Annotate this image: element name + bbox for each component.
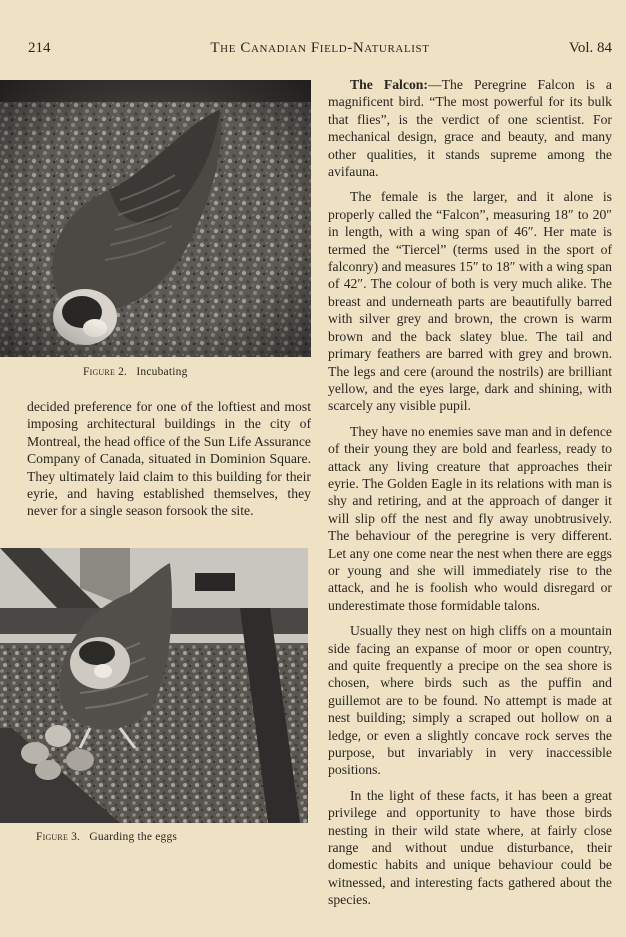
figure-3-photo (0, 548, 308, 823)
running-header (28, 40, 612, 62)
figure-2-caption-text: Incubating (136, 366, 188, 378)
falcon-paragraph-2: The female is the larger, and it alone is properly called the “Falcon”, measuring 18″ to 20″ in length, with a wing span of 46″. Her mate is termed the “Tiercel” (terms used in the sport of falconry) and measures 15″ to 18″ with a wing span of 42″. The colour of both is very much alike. The breast and underneath parts are beautifully barred with silver grey and brown, the crown is warm brown and the back slatey blue. The tail and primary feathers are barred with grey and brown. The legs and cere (around the nostrils) are brilliant yellow, and the eyes large, dark and shining, with scarcely any visible pupil. (328, 189, 612, 414)
falcon-paragraph-1 (328, 76, 612, 180)
left-paragraph: decided preference for one of the loftiest and most imposing architectural buildings in the city of Montreal, the head office of the Sun Life Assurance Company of Canada, situated in Dominion Square. They ultimately laid claim to this building for their eyrie, and having established themselves, they never for a single season forsook the site. (27, 399, 311, 519)
journal-title: The Canadian Field-Naturalist (210, 40, 430, 56)
falcon-paragraph-4: Usually they nest on high cliffs on a mountain side facing an expanse of moor or open country, and quite frequently a precipe on the sea shore is chosen, where birds such as the puffin and guillemot are to be found. No attempt is made at nest building; simply a scraped out hollow on a ledge, or even a slightly concave rock serves the purpose, but invariably in very inaccessible positions. (328, 623, 612, 778)
figure-3-caption-text: Guarding the eggs (89, 831, 178, 843)
falcon-paragraph-5: In the light of these facts, it has been a great privilege and opportunity to have those birds nesting in their wild state where, at fairly close range and without undue disturbance, their domestic habits and unique behaviour could be witnessed, and interesting facts gathered about the species. (328, 787, 612, 908)
falcon-paragraph-1-body: —The Peregrine Falcon is a magnificent bird. “The most powerful for its bulk that flies”, is the verdict of one scientist. For mechanical design, grace and beauty, and many other qualities, it stands supreme among the avifauna. (328, 77, 613, 180)
section-heading-falcon: The Falcon: (350, 77, 428, 92)
left-column-text (27, 398, 311, 528)
figure-3-label: Figure 3. (36, 831, 81, 843)
figure-2-label: Figure 2. (83, 366, 128, 378)
page-number: 214 (28, 40, 51, 56)
volume-number: Vol. 84 (568, 40, 612, 56)
falcon-paragraph-3: They have no enemies save man and in defence of their young they are bold and fearless, ready to attack any living creature that approaches their eyrie. The Golden Eagle in its relations with man is shy and retiring, and at the approach of danger it will slip off the nest and fly away unobtrusively. The behaviour of the peregrine is very different. Let any one come near the nest when there are eggs or young and she will immediately rise to the attack, and he is foolish who would disregard or underestimate those formidable talons. (328, 423, 612, 613)
figure-2-caption (83, 366, 188, 378)
figure-3-caption (36, 831, 177, 843)
figure-2-photo (0, 80, 311, 357)
right-column-text (328, 76, 612, 917)
